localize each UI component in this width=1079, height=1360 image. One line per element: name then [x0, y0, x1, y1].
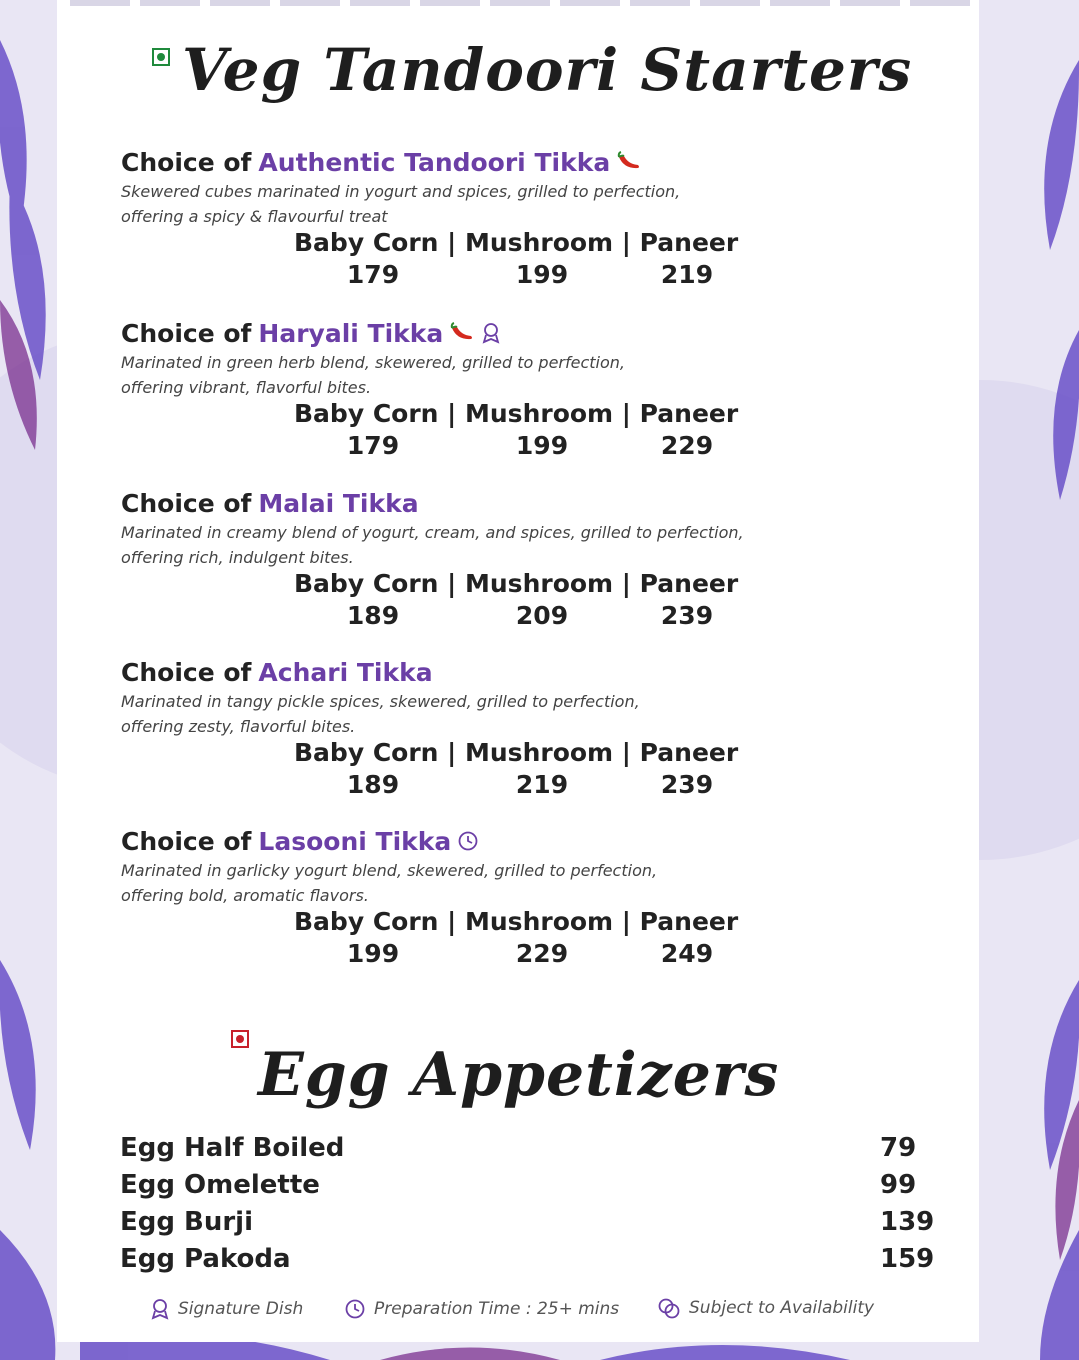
option-price: 189 — [346, 601, 400, 630]
legend-availability-label: Subject to Availability — [689, 1298, 875, 1318]
egg-item-row — [120, 1244, 935, 1280]
egg-item-price: 159 — [880, 1244, 935, 1274]
egg-item-price: 79 — [880, 1133, 917, 1163]
menu-item — [121, 825, 881, 968]
egg-item-price: 139 — [880, 1207, 935, 1237]
egg-item-name: Egg Pakoda — [120, 1244, 291, 1274]
item-description-line: offering rich, indulgent bites. — [121, 548, 354, 567]
menu-item — [121, 656, 881, 799]
clock-icon — [457, 830, 479, 852]
legend-prep-time-label: Preparation Time : 25+ mins — [374, 1299, 620, 1319]
option-price: 219 — [660, 260, 714, 289]
egg-item-price: 99 — [880, 1170, 917, 1200]
chili-icon — [616, 151, 642, 173]
item-description-line: offering a spicy & flavourful treat — [121, 207, 388, 226]
option-labels: Baby Corn | Mushroom | Paneer — [294, 738, 739, 767]
choice-prefix: Choice of — [121, 826, 252, 856]
option-labels: Baby Corn | Mushroom | Paneer — [294, 907, 739, 936]
clock-icon — [344, 1298, 366, 1320]
choice-prefix: Choice of — [121, 657, 252, 687]
legend-prep-time — [344, 1298, 619, 1320]
legend-availability — [657, 1296, 874, 1320]
item-name: Lasooni Tikka — [258, 826, 452, 856]
option-price: 239 — [660, 770, 714, 799]
egg-item-name: Egg Half Boiled — [120, 1133, 345, 1163]
option-price: 199 — [346, 939, 400, 968]
item-description-line: offering vibrant, flavorful bites. — [121, 378, 372, 397]
item-description-line: Marinated in tangy pickle spices, skewered, grilled to perfection, — [121, 692, 640, 711]
option-price: 229 — [660, 431, 714, 460]
item-title — [121, 317, 881, 349]
option-price: 239 — [660, 601, 714, 630]
nonveg-symbol-icon — [231, 1030, 249, 1048]
option-price: 219 — [515, 770, 569, 799]
top-border-strip — [70, 0, 970, 6]
item-title — [121, 825, 881, 857]
signature-icon — [150, 1298, 170, 1320]
item-name: Achari Tikka — [258, 657, 433, 687]
item-description-line: Marinated in green herb blend, skewered, grilled to perfection, — [121, 353, 625, 372]
item-description-line: Marinated in garlicky yogurt blend, skewered, grilled to perfection, — [121, 861, 658, 880]
option-price: 179 — [346, 431, 400, 460]
item-title — [121, 146, 881, 178]
egg-item-row — [120, 1207, 935, 1243]
item-description-line: offering bold, aromatic flavors. — [121, 886, 369, 905]
chili-icon — [449, 322, 475, 344]
egg-section-title: Egg Appetizers — [258, 1040, 780, 1110]
option-price: 209 — [515, 601, 569, 630]
legend-signature — [150, 1298, 303, 1320]
item-description-line: Marinated in creamy blend of yogurt, cream, and spices, grilled to perfection, — [121, 523, 744, 542]
egg-item-row — [120, 1170, 920, 1206]
item-title — [121, 487, 881, 519]
option-labels: Baby Corn | Mushroom | Paneer — [294, 228, 739, 257]
veg-symbol-icon — [152, 48, 170, 66]
choice-prefix: Choice of — [121, 147, 252, 177]
egg-item-row — [120, 1133, 920, 1169]
item-title — [121, 656, 881, 688]
option-price: 199 — [515, 260, 569, 289]
option-labels: Baby Corn | Mushroom | Paneer — [294, 569, 739, 598]
menu-item — [121, 146, 881, 289]
option-price: 179 — [346, 260, 400, 289]
option-labels: Baby Corn | Mushroom | Paneer — [294, 399, 739, 428]
option-price: 229 — [515, 939, 569, 968]
legend-signature-label: Signature Dish — [178, 1299, 304, 1319]
egg-item-name: Egg Omelette — [120, 1170, 320, 1200]
item-name: Haryali Tikka — [258, 318, 444, 348]
menu-item — [121, 487, 881, 630]
option-price: 249 — [660, 939, 714, 968]
option-price: 189 — [346, 770, 400, 799]
item-name: Malai Tikka — [258, 488, 419, 518]
menu-item — [121, 317, 881, 460]
signature-icon — [481, 322, 501, 344]
choice-prefix: Choice of — [121, 488, 252, 518]
choice-prefix: Choice of — [121, 318, 252, 348]
item-name: Authentic Tandoori Tikka — [258, 147, 611, 177]
item-description-line: offering zesty, flavorful bites. — [121, 717, 356, 736]
egg-item-name: Egg Burji — [120, 1207, 254, 1237]
availability-icon — [657, 1296, 681, 1320]
veg-section-title: Veg Tandoori Starters — [182, 36, 913, 104]
item-description-line: Skewered cubes marinated in yogurt and spices, grilled to perfection, — [121, 182, 681, 201]
option-price: 199 — [515, 431, 569, 460]
